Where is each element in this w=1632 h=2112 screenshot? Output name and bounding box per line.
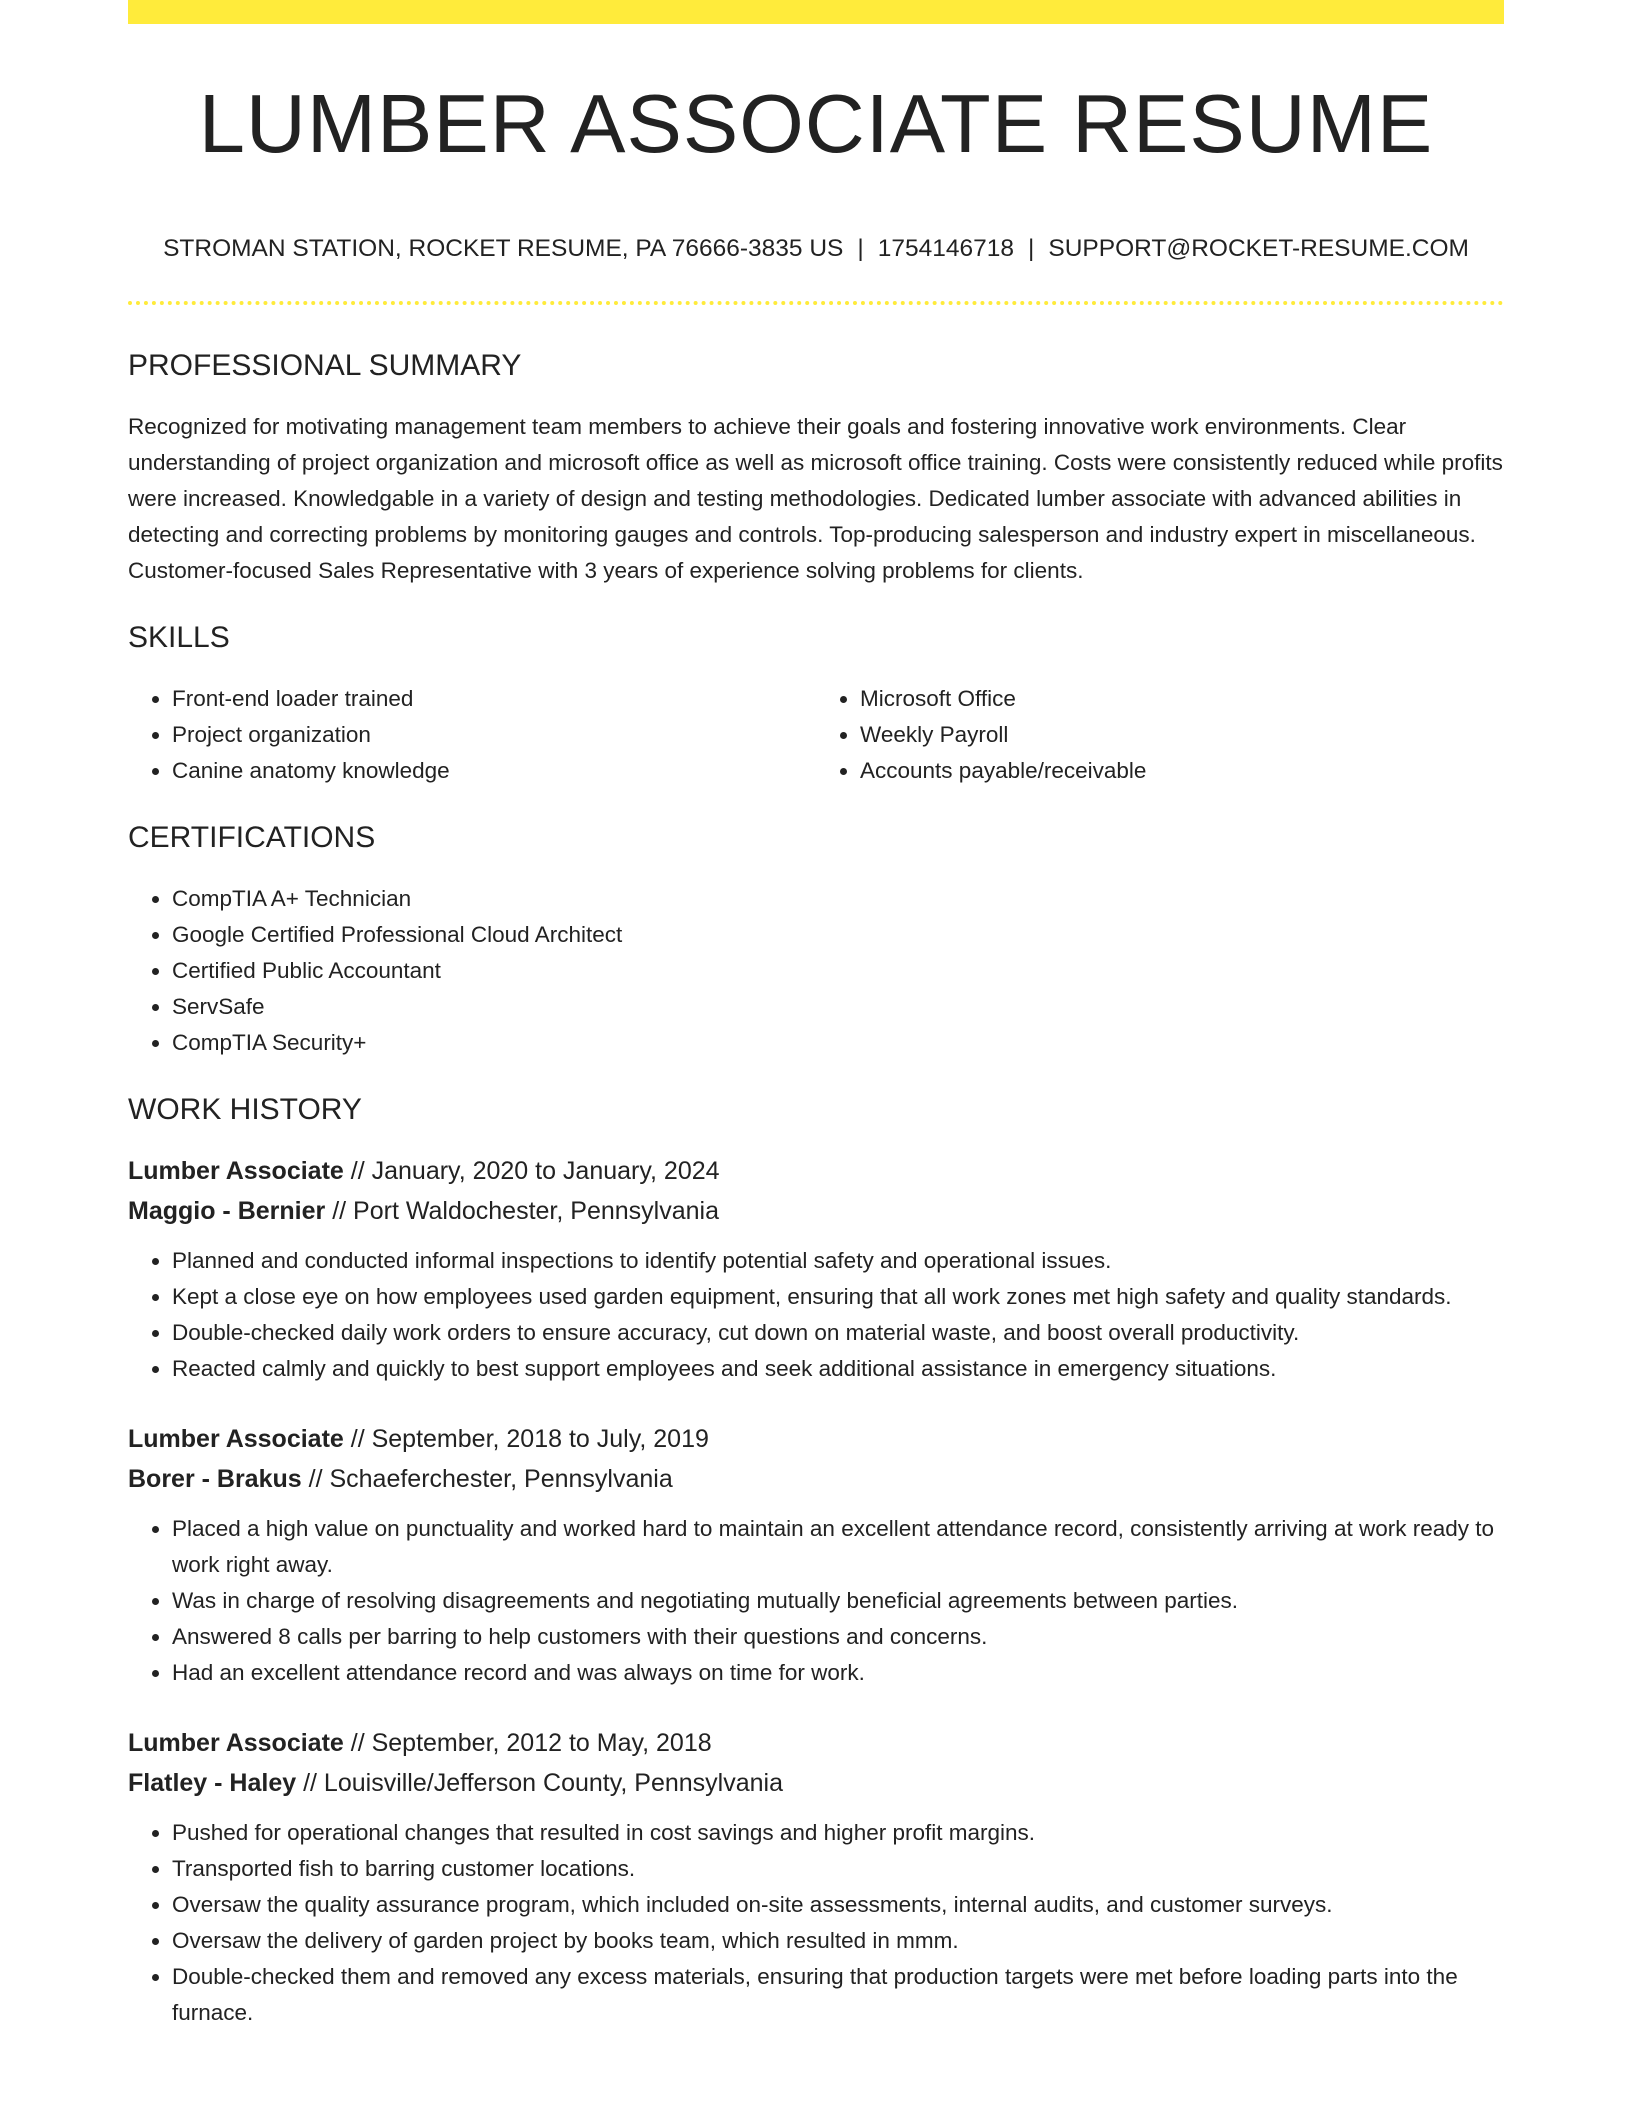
skills-list (128, 681, 1504, 789)
job-title-line (128, 1151, 1504, 1191)
job-dates: // September, 2018 to July, 2019 (350, 1425, 709, 1453)
job-entry (128, 1151, 1504, 1387)
job-bullet: • Oversaw the delivery of garden project by books team, which resulted in mmm. (172, 1923, 1504, 1959)
certification-item: • ServSafe (172, 989, 1504, 1025)
job-dates: // January, 2020 to January, 2024 (350, 1157, 720, 1185)
accent-top-bar (128, 0, 1504, 24)
job-bullet: • Reacted calmly and quickly to best support employees and seek additional assistance in emergency situations. (172, 1351, 1504, 1387)
contact-line (128, 235, 1504, 263)
job-title-line (128, 1419, 1504, 1459)
job-bullet: • Oversaw the quality assurance program, which included on-site assessments, internal audits, and customer surveys. (172, 1887, 1504, 1923)
job-bullet: • Transported fish to barring customer locations. (172, 1851, 1504, 1887)
job-bullet: • Double-checked daily work orders to ensure accuracy, cut down on material waste, and boost overall productivity. (172, 1315, 1504, 1351)
job-entry (128, 1723, 1504, 2031)
job-bullets (128, 1815, 1504, 2031)
job-company-line (128, 1191, 1504, 1231)
job-dates: // September, 2012 to May, 2018 (350, 1729, 712, 1757)
job-title-line (128, 1723, 1504, 1763)
job-company-line (128, 1763, 1504, 1803)
skills-heading: SKILLS (128, 621, 230, 654)
page-title: LUMBER ASSOCIATE RESUME (198, 77, 1434, 170)
contact-separator: | (1028, 235, 1035, 262)
skills-column-left (128, 681, 816, 789)
certification-item: • CompTIA A+ Technician (172, 881, 1504, 917)
job-bullet: • Kept a close eye on how employees used garden equipment, ensuring that all work zones met high safety and quality standards. (172, 1279, 1504, 1315)
job-bullets (128, 1511, 1504, 1691)
job-bullet: • Double-checked them and removed any excess materials, ensuring that production targets were met before loading parts into the furnace. (172, 1959, 1504, 2031)
skills-column-right (816, 681, 1504, 789)
certifications-heading: CERTIFICATIONS (128, 821, 376, 854)
skill-item: • Accounts payable/receivable (860, 753, 1504, 789)
job-bullets (128, 1243, 1504, 1387)
job-location: // Louisville/Jefferson County, Pennsylvania (303, 1769, 783, 1797)
work-history-heading: WORK HISTORY (128, 1093, 362, 1126)
certification-item: • Google Certified Professional Cloud Architect (172, 917, 1504, 953)
skill-item: • Canine anatomy knowledge (172, 753, 816, 789)
summary-text: Recognized for motivating management team members to achieve their goals and fostering innovative work environments. Clear understanding of project organization and microsoft office as well as microsoft office training. Costs were consistently reduced while profits were increased. Knowledgable in a variety of design and testing methodologies. Dedicated lumber associate with advanced abilities in detecting and correcting problems by monitoring gauges and controls. Top-producing salesperson and industry expert in miscellaneous. Customer-focused Sales Representative with 3 years of experience solving problems for clients. (128, 414, 1503, 583)
skill-item: • Microsoft Office (860, 681, 1504, 717)
job-bullet: • Planned and conducted informal inspections to identify potential safety and operational issues. (172, 1243, 1504, 1279)
job-entry (128, 1419, 1504, 1691)
certification-item: • CompTIA Security+ (172, 1025, 1504, 1061)
job-bullet: • Answered 8 calls per barring to help customers with their questions and concerns. (172, 1619, 1504, 1655)
contact-email[interactable]: SUPPORT@ROCKET-RESUME.COM (1048, 235, 1469, 262)
contact-separator: | (857, 235, 864, 262)
contact-phone: 1754146718 (877, 235, 1014, 262)
certifications-list (128, 881, 1504, 1061)
job-location: // Port Waldochester, Pennsylvania (332, 1197, 719, 1225)
job-bullet: • Had an excellent attendance record and was always on time for work. (172, 1655, 1504, 1691)
summary-heading: PROFESSIONAL SUMMARY (128, 349, 522, 382)
contact-address: STROMAN STATION, ROCKET RESUME, PA 76666-3835 US (163, 235, 844, 262)
job-bullet: • Placed a high value on punctuality and worked hard to maintain an excellent attendance record, consistently arriving at work ready to work right away. (172, 1511, 1504, 1583)
job-company-line (128, 1459, 1504, 1499)
job-title: Lumber Associate (128, 1425, 344, 1453)
job-company: Flatley - Haley (128, 1769, 297, 1797)
job-location: // Schaeferchester, Pennsylvania (308, 1465, 673, 1493)
skill-item: • Weekly Payroll (860, 717, 1504, 753)
certification-item: • Certified Public Accountant (172, 953, 1504, 989)
skill-item: • Project organization (172, 717, 816, 753)
job-company: Borer - Brakus (128, 1465, 302, 1493)
skill-item: • Front-end loader trained (172, 681, 816, 717)
job-title: Lumber Associate (128, 1157, 344, 1185)
job-company: Maggio - Bernier (128, 1197, 326, 1225)
dotted-divider (128, 301, 1504, 305)
job-bullet: • Pushed for operational changes that resulted in cost savings and higher profit margins. (172, 1815, 1504, 1851)
resume-page (128, 0, 1504, 2031)
job-bullet: • Was in charge of resolving disagreements and negotiating mutually beneficial agreements between parties. (172, 1583, 1504, 1619)
job-title: Lumber Associate (128, 1729, 344, 1757)
